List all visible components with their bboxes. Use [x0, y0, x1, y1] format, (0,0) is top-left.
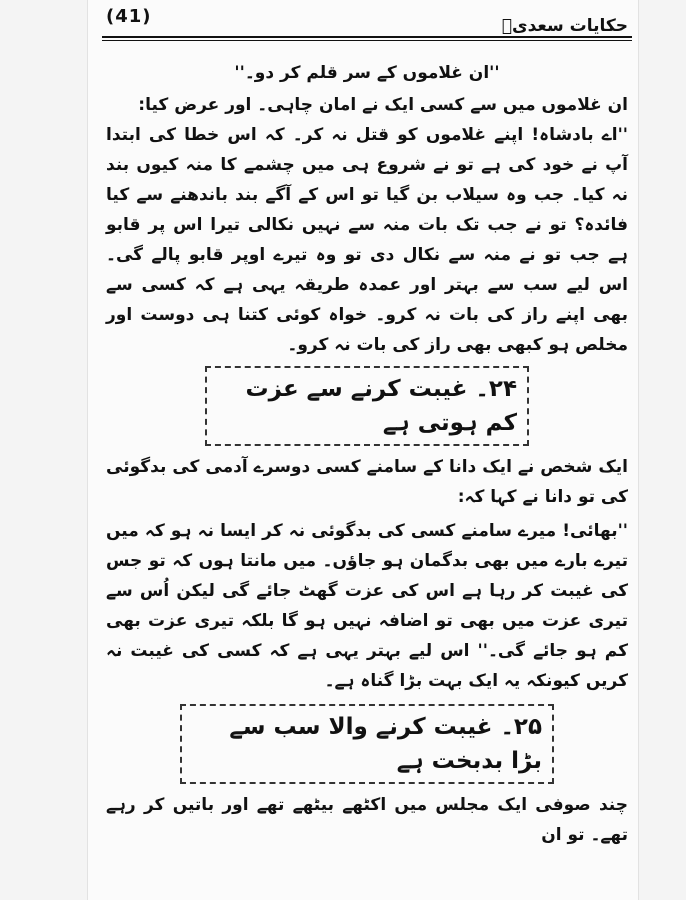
running-header-title: حکایات سعدیؒ — [501, 16, 628, 36]
paragraph-2: ''اے بادشاہ! اپنے غلاموں کو قتل نہ کر۔ کہ اس خطا کی ابتدا آپ نے خود کی ہے تو نے شروع ہی میں چشمے کا منہ کیوں بند نہ کیا۔ جب وہ سیلاب بن گیا تو اس کے آگے بند باندھنے سے کیا فائدہ؟ تو نے جب تک بات منہ سے نہیں نکالی تیرا اس پر قابو ہے جب تو نے منہ سے نکال دی تو وہ تیرے اوپر قابو پالے گی۔ اس لیے سب سے بہتر اور عمدہ طریقہ یہی ہے کہ کسی سے بھی اپنے راز کی بات نہ کرو۔ خواہ کوئی کتنا ہی دوست اور مخلص ہو کبھی بھی راز کی بات نہ کرو۔ — [106, 125, 628, 355]
section-heading-25: ۲۵۔ غیبت کرنے والا سب سے بڑا بدبخت ہے — [180, 704, 554, 784]
page-body — [106, 58, 628, 850]
quote-line: ''ان غلاموں کے سر قلم کر دو۔'' — [234, 63, 500, 83]
book-page — [88, 0, 638, 900]
section-heading-24: ۲۴۔ غیبت کرنے سے عزت کم ہوتی ہے — [205, 366, 529, 446]
paragraph-5: چند صوفی ایک مجلس میں اکٹھے بیٹھے تھے اور باتیں کر رہے تھے۔ تو ان — [106, 795, 628, 845]
page-number: (41) — [106, 6, 152, 27]
paragraph-3: ایک شخص نے ایک دانا کے سامنے کسی دوسرے آدمی کی بدگوئی کی تو دانا نے کہا کہ: — [106, 457, 628, 507]
paragraph-1: ان غلاموں میں سے کسی ایک نے امان چاہی۔ اور عرض کیا: — [138, 95, 628, 115]
paragraph-4: ''بھائی! میرے سامنے کسی کی بدگوئی نہ کر ایسا نہ ہو کہ میں تیرے بارے میں بھی بدگمان ہو جاؤں۔ میں مانتا ہوں کہ تو جس کی غیبت کر رہا ہے اس کی عزت گھٹ جائے گی لیکن اُس سے تیری عزت میں بھی تو اضافہ نہیں ہو گا بلکہ تیری عزت بھی کم ہو جائے گی۔'' اس لیے بہتر یہی ہے کہ کسی کی غیبت نہ کریں کیونکہ یہ ایک بہت بڑا گناہ ہے۔ — [106, 521, 628, 691]
header-rule — [102, 36, 632, 41]
